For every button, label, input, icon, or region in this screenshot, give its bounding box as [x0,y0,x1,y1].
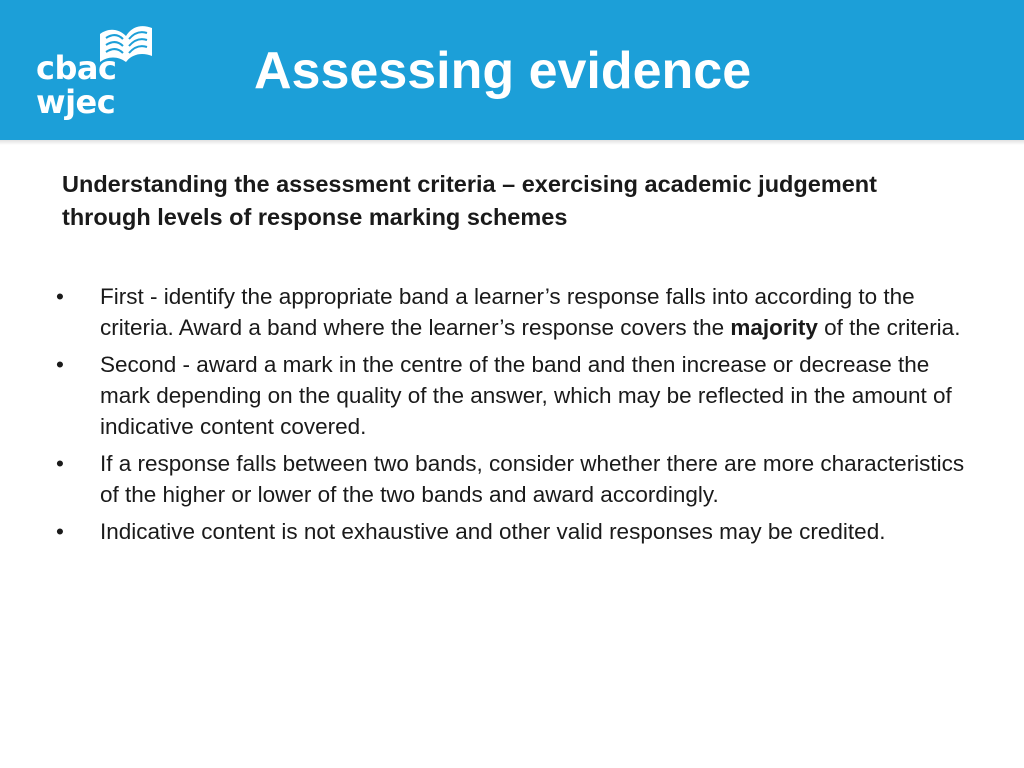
subheading: Understanding the assessment criteria – exercising academic judgement through levels of response marking schemes [62,171,877,230]
bullet-mark: • [56,352,64,377]
bullet-item-1 [56,281,976,343]
bullet-text-1-after: of the criteria. [817,315,961,340]
slide-title: Assessing evidence [254,42,752,100]
logo-text-wjec: wjec [36,83,116,121]
bullet-list [56,281,976,553]
bullet-item-4 [56,516,976,547]
header-shadow [0,140,1024,145]
bullet-mark: • [56,284,64,309]
header-bar [0,0,1024,140]
bullet-text-4: Indicative content is not exhaustive and other valid responses may be credited. [100,519,886,544]
bullet-mark: • [56,451,64,476]
bullet-text-1-bold: majority [730,315,818,340]
bullet-text-2: Second - award a mark in the centre of the band and then increase or decrease the mark depending on the quality of the answer, which may be reflected in the amount of indicative content covered. [100,352,952,439]
bullet-item-2 [56,349,976,442]
bullet-text-3: If a response falls between two bands, consider whether there are more characteristics of the higher or lower of the two bands and award accordingly. [100,451,965,507]
bullet-mark: • [56,519,64,544]
logo-text-cbac: cbac [36,49,117,87]
bullet-text-1-before: First - identify the appropriate band a learner’s response falls into according to the criteria. Award a band where the learner’s response covers the [100,284,915,340]
bullet-item-3 [56,448,976,510]
cbac-wjec-logo [32,18,142,123]
